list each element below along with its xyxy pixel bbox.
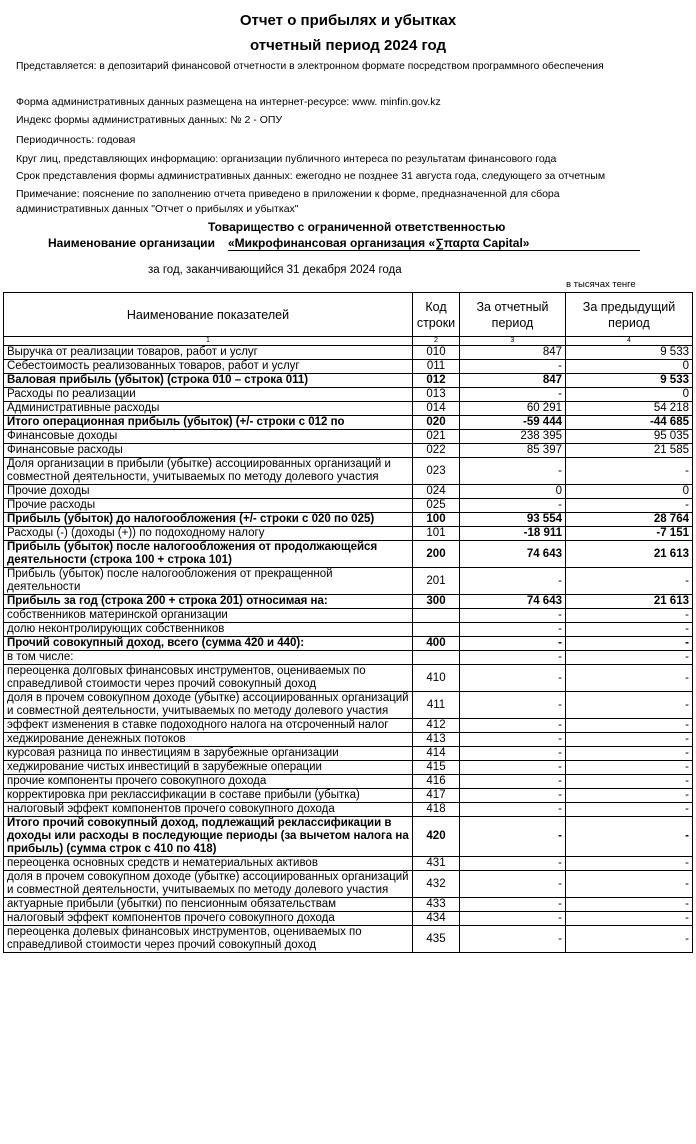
row-previous-value: 28 764 xyxy=(566,513,693,527)
row-code: 101 xyxy=(413,527,460,541)
row-current-value: - xyxy=(460,499,566,513)
row-previous-value: - xyxy=(566,912,693,926)
row-current-value: - xyxy=(460,926,566,953)
row-code: 411 xyxy=(413,692,460,719)
row-code: 433 xyxy=(413,898,460,912)
row-previous-value: - xyxy=(566,926,693,953)
row-code: 022 xyxy=(413,444,460,458)
header-current: За отчетный период xyxy=(460,293,566,337)
table-row xyxy=(4,458,693,485)
org-name: «Микрофинансовая организация «∑παρτα Capital» xyxy=(228,236,640,251)
row-code: 410 xyxy=(413,665,460,692)
row-current-value: - xyxy=(460,458,566,485)
row-previous-value: - xyxy=(566,458,693,485)
table-row xyxy=(4,623,693,637)
row-name: Доля организации в прибыли (убытке) ассоциированных организаций и совместной деятельности, учитываемых по методу долевого участия xyxy=(4,458,413,485)
table-row xyxy=(4,747,693,761)
table-row xyxy=(4,912,693,926)
table-row xyxy=(4,541,693,568)
table-row xyxy=(4,651,693,665)
row-current-value: - xyxy=(460,912,566,926)
row-current-value: - xyxy=(460,623,566,637)
table-row xyxy=(4,637,693,651)
row-current-value: - xyxy=(460,651,566,665)
row-name: Прочие расходы xyxy=(4,499,413,513)
table-row xyxy=(4,513,693,527)
row-current-value: - xyxy=(460,568,566,595)
row-previous-value: - xyxy=(566,609,693,623)
table-row xyxy=(4,871,693,898)
col-number: 1 xyxy=(4,337,413,346)
row-name: переоценка долевых финансовых инструментов, оцениваемых по справедливой стоимости через прочий совокупный доход xyxy=(4,926,413,953)
row-previous-value: - xyxy=(566,651,693,665)
row-name: Валовая прибыль (убыток) (строка 010 – строка 011) xyxy=(4,374,413,388)
row-name: Прочие доходы xyxy=(4,485,413,499)
row-name: Итого операционная прибыль (убыток) (+/- строки с 012 по xyxy=(4,416,413,430)
row-previous-value: - xyxy=(566,803,693,817)
row-code: 020 xyxy=(413,416,460,430)
header-previous: За предыдущий период xyxy=(566,293,693,337)
table-row xyxy=(4,789,693,803)
row-name: налоговый эффект компонентов прочего совокупного дохода xyxy=(4,803,413,817)
table-row xyxy=(4,817,693,857)
row-code: 011 xyxy=(413,360,460,374)
row-previous-value: - xyxy=(566,733,693,747)
org-label: Наименование организации xyxy=(48,236,215,250)
report-title: Отчет о прибылях и убытках xyxy=(239,12,457,29)
col-number: 3 xyxy=(460,337,566,346)
units-note: в тысячах тенге xyxy=(566,279,636,290)
row-name: Прибыль за год (строка 200 + строка 201) относимая на: xyxy=(4,595,413,609)
row-name: курсовая разница по инвестициям в зарубежные организации xyxy=(4,747,413,761)
row-code: 400 xyxy=(413,637,460,651)
row-previous-value: - xyxy=(566,761,693,775)
table-row xyxy=(4,402,693,416)
row-name: доля в прочем совокупном доходе (убытке) ассоциированных организаций и совместной деятельности, учитываемых по методу долевого участия xyxy=(4,871,413,898)
row-current-value: 238 395 xyxy=(460,430,566,444)
row-current-value: - xyxy=(460,665,566,692)
row-name: доля в прочем совокупном доходе (убытке) ассоциированных организаций и совместной деятельности, учитываемых по методу долевого участия xyxy=(4,692,413,719)
row-code: 300 xyxy=(413,595,460,609)
row-previous-value: 54 218 xyxy=(566,402,693,416)
row-current-value: - xyxy=(460,857,566,871)
row-previous-value: - xyxy=(566,637,693,651)
table-row xyxy=(4,416,693,430)
report-period: за год, заканчивающийся 31 декабря 2024 года xyxy=(148,264,402,276)
row-previous-value: - xyxy=(566,747,693,761)
column-number-row xyxy=(4,337,693,346)
row-previous-value: 9 533 xyxy=(566,374,693,388)
row-code: 010 xyxy=(413,346,460,360)
table-row xyxy=(4,692,693,719)
row-code: 417 xyxy=(413,789,460,803)
table-row xyxy=(4,898,693,912)
row-current-value: 60 291 xyxy=(460,402,566,416)
row-previous-value: - xyxy=(566,623,693,637)
row-name: переоценка основных средств и нематериальных активов xyxy=(4,857,413,871)
row-current-value: - xyxy=(460,789,566,803)
row-code: 431 xyxy=(413,857,460,871)
row-name: корректировка при реклассификации в составе прибыли (убытка) xyxy=(4,789,413,803)
row-current-value: - xyxy=(460,761,566,775)
row-current-value: - xyxy=(460,719,566,733)
row-code: 435 xyxy=(413,926,460,953)
row-current-value: - xyxy=(460,388,566,402)
row-current-value: 74 643 xyxy=(460,595,566,609)
row-previous-value: 9 533 xyxy=(566,346,693,360)
row-code xyxy=(413,651,460,665)
row-code: 012 xyxy=(413,374,460,388)
row-code: 414 xyxy=(413,747,460,761)
table-row xyxy=(4,360,693,374)
row-current-value: - xyxy=(460,803,566,817)
row-name: Прочий совокупный доход, всего (сумма 420 и 440): xyxy=(4,637,413,651)
row-previous-value: - xyxy=(566,719,693,733)
row-previous-value: - xyxy=(566,692,693,719)
row-name: Прибыль (убыток) до налогообложения (+/- строки с 020 по 025) xyxy=(4,513,413,527)
table-row xyxy=(4,761,693,775)
row-current-value: -18 911 xyxy=(460,527,566,541)
row-current-value: - xyxy=(460,747,566,761)
circle-line: Круг лиц, представляющих информацию: организации публичного интереса по результатам финансового года xyxy=(16,153,557,165)
table-row xyxy=(4,374,693,388)
row-previous-value: 21 613 xyxy=(566,595,693,609)
report-period-title: отчетный период 2024 год xyxy=(249,37,447,54)
row-name: Финансовые расходы xyxy=(4,444,413,458)
row-name: Расходы (-) (доходы (+)) по подоходному налогу xyxy=(4,527,413,541)
row-current-value: - xyxy=(460,692,566,719)
table-row xyxy=(4,527,693,541)
table-row xyxy=(4,568,693,595)
row-name: Себестоимость реализованных товаров, работ и услуг xyxy=(4,360,413,374)
row-previous-value: - xyxy=(566,871,693,898)
row-current-value: 0 xyxy=(460,485,566,499)
row-current-value: 847 xyxy=(460,346,566,360)
table-row xyxy=(4,444,693,458)
row-name: Административные расходы xyxy=(4,402,413,416)
table-row xyxy=(4,733,693,747)
row-current-value: - xyxy=(460,817,566,857)
row-name: Выручка от реализации товаров, работ и услуг xyxy=(4,346,413,360)
row-code: 418 xyxy=(413,803,460,817)
row-name: в том числе: xyxy=(4,651,413,665)
row-previous-value: 21 585 xyxy=(566,444,693,458)
row-current-value: - xyxy=(460,637,566,651)
row-previous-value: - xyxy=(566,499,693,513)
header-code: Код строки xyxy=(413,293,460,337)
row-previous-value: - xyxy=(566,665,693,692)
note-line-2: административных данных "Отчет о прибылях и убытках" xyxy=(16,203,299,215)
row-previous-value: - xyxy=(566,898,693,912)
row-current-value: 93 554 xyxy=(460,513,566,527)
table-row xyxy=(4,430,693,444)
table-row xyxy=(4,926,693,953)
row-previous-value: 0 xyxy=(566,485,693,499)
row-code: 432 xyxy=(413,871,460,898)
row-code: 434 xyxy=(413,912,460,926)
table-row xyxy=(4,609,693,623)
row-name: собственников материнской организации xyxy=(4,609,413,623)
row-name: Прибыль (убыток) после налогообложения от прекращенной деятельности xyxy=(4,568,413,595)
periodicity-line: Периодичность: годовая xyxy=(16,134,136,146)
row-previous-value: - xyxy=(566,857,693,871)
row-code: 413 xyxy=(413,733,460,747)
row-code: 201 xyxy=(413,568,460,595)
deadline-line: Срок представления формы административных данных: ежегодно не позднее 31 августа года, следующего за отчетным xyxy=(16,170,606,182)
row-current-value: - xyxy=(460,609,566,623)
row-current-value: - xyxy=(460,871,566,898)
org-type: Товарищество с ограниченной ответственностью xyxy=(208,220,506,234)
row-previous-value: - xyxy=(566,568,693,595)
header-name: Наименование показателей xyxy=(4,293,413,337)
row-previous-value: -44 685 xyxy=(566,416,693,430)
row-name: переоценка долговых финансовых инструментов, оцениваемых по справедливой стоимости через прочий совокупный доход xyxy=(4,665,413,692)
note-line-1: Примечание: пояснение по заполнению отчета приведено в приложении к форме, предназначенной для сбора xyxy=(16,188,560,200)
row-current-value: 85 397 xyxy=(460,444,566,458)
col-number: 4 xyxy=(566,337,693,346)
row-name: Итого прочий совокупный доход, подлежащий реклассификации в доходы или расходы в последующие периоды (за вычетом налога на прибыль) (сумма строк с 410 по 418) xyxy=(4,817,413,857)
row-name: хеджирование чистых инвестиций в зарубежные операции xyxy=(4,761,413,775)
row-code: 024 xyxy=(413,485,460,499)
row-code: 200 xyxy=(413,541,460,568)
row-name: Прибыль (убыток) после налогообложения от продолжающейся деятельности (строка 100 + строка 101) xyxy=(4,541,413,568)
row-previous-value: 0 xyxy=(566,360,693,374)
row-current-value: - xyxy=(460,733,566,747)
row-name: Финансовые доходы xyxy=(4,430,413,444)
row-code: 412 xyxy=(413,719,460,733)
row-code xyxy=(413,609,460,623)
row-code: 013 xyxy=(413,388,460,402)
row-current-value: 74 643 xyxy=(460,541,566,568)
row-code: 420 xyxy=(413,817,460,857)
row-code: 100 xyxy=(413,513,460,527)
row-name: эффект изменения в ставке подоходного налога на отсроченный налог xyxy=(4,719,413,733)
row-code xyxy=(413,623,460,637)
row-current-value: 847 xyxy=(460,374,566,388)
table-row xyxy=(4,485,693,499)
table-row xyxy=(4,719,693,733)
row-previous-value: 95 035 xyxy=(566,430,693,444)
table-row xyxy=(4,499,693,513)
form-index-line: Индекс формы административных данных: № 2 - ОПУ xyxy=(16,114,283,126)
row-name: хеджирование денежных потоков xyxy=(4,733,413,747)
row-code: 021 xyxy=(413,430,460,444)
row-previous-value: - xyxy=(566,789,693,803)
row-current-value: - xyxy=(460,360,566,374)
table-header-row xyxy=(4,293,693,337)
table-row xyxy=(4,665,693,692)
row-name: прочие компоненты прочего совокупного дохода xyxy=(4,775,413,789)
row-current-value: - xyxy=(460,775,566,789)
row-name: Расходы по реализации xyxy=(4,388,413,402)
row-previous-value: - xyxy=(566,817,693,857)
table-row xyxy=(4,595,693,609)
row-name: актуарные прибыли (убытки) по пенсионным обязательствам xyxy=(4,898,413,912)
col-number: 2 xyxy=(413,337,460,346)
row-previous-value: 21 613 xyxy=(566,541,693,568)
table-row xyxy=(4,346,693,360)
table-row xyxy=(4,775,693,789)
row-current-value: - xyxy=(460,898,566,912)
row-code: 025 xyxy=(413,499,460,513)
row-current-value: -59 444 xyxy=(460,416,566,430)
table-row xyxy=(4,388,693,402)
table-row xyxy=(4,857,693,871)
income-statement-table xyxy=(3,292,693,953)
row-code: 023 xyxy=(413,458,460,485)
row-previous-value: - xyxy=(566,775,693,789)
row-code: 416 xyxy=(413,775,460,789)
row-code: 014 xyxy=(413,402,460,416)
row-name: долю неконтролирующих собственников xyxy=(4,623,413,637)
row-previous-value: 0 xyxy=(566,388,693,402)
row-name: налоговый эффект компонентов прочего совокупного дохода xyxy=(4,912,413,926)
presented-line: Представляется: в депозитарий финансовой отчетности в электронном формате посредством программного обеспечения xyxy=(16,61,604,72)
row-code: 415 xyxy=(413,761,460,775)
form-url-line: Форма административных данных размещена на интернет-ресурсе: www. minfin.gov.kz xyxy=(16,96,441,108)
row-previous-value: -7 151 xyxy=(566,527,693,541)
table-row xyxy=(4,803,693,817)
